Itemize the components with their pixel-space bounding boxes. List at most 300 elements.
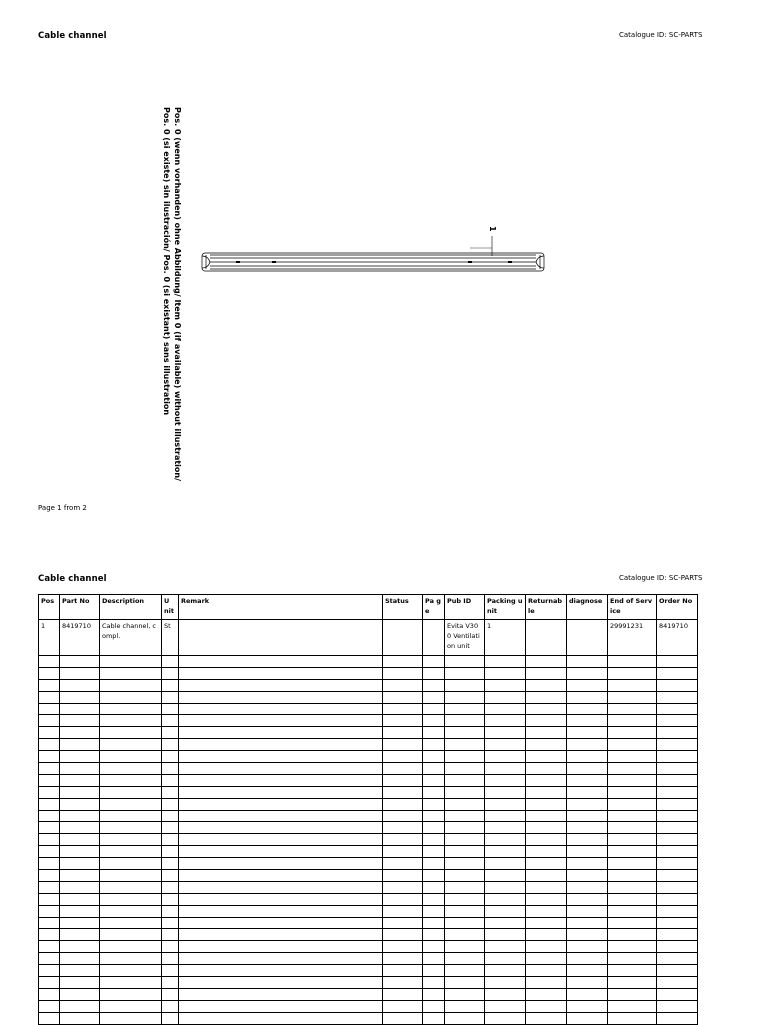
table-cell-empty (657, 905, 698, 917)
table-cell-empty (445, 965, 485, 977)
table-row-empty (39, 679, 698, 691)
cell-returnable (526, 620, 567, 656)
table-cell-empty (100, 703, 162, 715)
table-cell-empty (60, 715, 100, 727)
table-cell-empty (162, 917, 179, 929)
table-cell-empty (162, 786, 179, 798)
table-row-empty (39, 953, 698, 965)
table-cell-empty (39, 822, 60, 834)
table-cell-empty (100, 965, 162, 977)
table-row-empty (39, 703, 698, 715)
table-cell-empty (608, 703, 657, 715)
table-cell-empty (657, 929, 698, 941)
table-row-empty (39, 846, 698, 858)
table-cell-empty (485, 810, 526, 822)
table-cell-empty (445, 893, 485, 905)
table-cell-empty (526, 763, 567, 775)
table-row-empty (39, 810, 698, 822)
table-cell-empty (162, 893, 179, 905)
table-cell-empty (100, 834, 162, 846)
table-cell-empty (567, 763, 608, 775)
table-cell-empty (485, 893, 526, 905)
table-cell-empty (445, 715, 485, 727)
table-cell-empty (423, 763, 445, 775)
table-cell-empty (657, 965, 698, 977)
table-row-empty (39, 1012, 698, 1024)
table-cell-empty (39, 703, 60, 715)
table-cell-empty (526, 810, 567, 822)
table-cell-empty (162, 965, 179, 977)
table-cell-empty (423, 751, 445, 763)
table-cell-empty (179, 893, 383, 905)
table-cell-empty (567, 810, 608, 822)
table-row-empty (39, 798, 698, 810)
cell-packing-unit: 1 (485, 620, 526, 656)
table-cell-empty (39, 774, 60, 786)
table-cell-empty (39, 941, 60, 953)
table-cell-empty (60, 858, 100, 870)
table-cell-empty (423, 870, 445, 882)
table-cell-empty (608, 846, 657, 858)
table-row-empty (39, 870, 698, 882)
table-cell-empty (485, 1012, 526, 1024)
table-cell-empty (179, 953, 383, 965)
table-cell-empty (60, 953, 100, 965)
table-cell-empty (100, 810, 162, 822)
table-cell-empty (657, 739, 698, 751)
table-cell-empty (100, 953, 162, 965)
cell-status (383, 620, 423, 656)
table-cell-empty (60, 786, 100, 798)
table-cell-empty (162, 774, 179, 786)
table-cell-empty (162, 858, 179, 870)
table-cell-empty (39, 786, 60, 798)
cell-order-no: 8419710 (657, 620, 698, 656)
table-cell-empty (423, 739, 445, 751)
table-cell-empty (526, 929, 567, 941)
col-header-part-no: Part No (60, 595, 100, 620)
table-cell-empty (39, 858, 60, 870)
table-cell-empty (383, 1000, 423, 1012)
table-cell-empty (100, 798, 162, 810)
cell-unit: St (162, 620, 179, 656)
table-cell-empty (567, 739, 608, 751)
table-cell-empty (179, 858, 383, 870)
table-cell-empty (60, 763, 100, 775)
table-cell-empty (162, 1000, 179, 1012)
table-row-empty (39, 834, 698, 846)
table-cell-empty (485, 846, 526, 858)
table-cell-empty (179, 691, 383, 703)
table-cell-empty (383, 917, 423, 929)
table-cell-empty (423, 691, 445, 703)
table-cell-empty (162, 822, 179, 834)
table-cell-empty (567, 691, 608, 703)
table-cell-empty (567, 917, 608, 929)
table-cell-empty (657, 715, 698, 727)
table-cell-empty (100, 656, 162, 668)
table-cell-empty (179, 703, 383, 715)
table-row-empty (39, 893, 698, 905)
table-cell-empty (383, 751, 423, 763)
table-cell-empty (526, 691, 567, 703)
table-cell-empty (608, 774, 657, 786)
table-cell-empty (383, 667, 423, 679)
table-cell-empty (608, 893, 657, 905)
table-cell-empty (608, 715, 657, 727)
table-cell-empty (383, 941, 423, 953)
table-cell-empty (608, 834, 657, 846)
table-cell-empty (60, 834, 100, 846)
table-cell-empty (657, 893, 698, 905)
table-cell-empty (179, 1000, 383, 1012)
table-cell-empty (608, 917, 657, 929)
table-cell-empty (485, 679, 526, 691)
table-cell-empty (100, 763, 162, 775)
cell-remark (179, 620, 383, 656)
table-cell-empty (445, 656, 485, 668)
parts-table (38, 594, 698, 1025)
table-cell-empty (100, 870, 162, 882)
table-cell-empty (567, 893, 608, 905)
col-header-unit: U nit (162, 595, 179, 620)
table-cell-empty (567, 905, 608, 917)
table-cell-empty (60, 1000, 100, 1012)
table-cell-empty (162, 691, 179, 703)
table-cell-empty (100, 988, 162, 1000)
table-cell-empty (657, 656, 698, 668)
table-cell-empty (485, 988, 526, 1000)
table-cell-empty (39, 727, 60, 739)
table-cell-empty (423, 679, 445, 691)
cell-end-of-service: 29991231 (608, 620, 657, 656)
cell-description: Cable channel, compl. (100, 620, 162, 656)
table-cell-empty (485, 763, 526, 775)
table-cell-empty (657, 691, 698, 703)
table-row-empty (39, 858, 698, 870)
table-cell-empty (100, 858, 162, 870)
table-cell-empty (179, 763, 383, 775)
table-cell-empty (526, 751, 567, 763)
page-number: Page 1 from 2 (38, 504, 87, 512)
table-cell-empty (423, 905, 445, 917)
table-cell-empty (179, 917, 383, 929)
table-row-empty (39, 751, 698, 763)
table-cell-empty (162, 679, 179, 691)
table-row-empty (39, 656, 698, 668)
table-cell-empty (526, 834, 567, 846)
table-cell-empty (100, 691, 162, 703)
table-cell-empty (100, 1012, 162, 1024)
illustration-note (139, 107, 182, 482)
table-cell-empty (445, 739, 485, 751)
table-cell-empty (179, 988, 383, 1000)
table-cell-empty (608, 905, 657, 917)
table-cell-empty (162, 798, 179, 810)
table-cell-empty (423, 822, 445, 834)
table-cell-empty (485, 739, 526, 751)
table-cell-empty (526, 786, 567, 798)
table-cell-empty (179, 822, 383, 834)
table-cell-empty (162, 988, 179, 1000)
table-cell-empty (608, 798, 657, 810)
table-cell-empty (60, 667, 100, 679)
table-cell-empty (423, 893, 445, 905)
table-cell-empty (423, 1000, 445, 1012)
table-cell-empty (485, 905, 526, 917)
table-cell-empty (485, 953, 526, 965)
table-cell-empty (657, 774, 698, 786)
table-cell-empty (657, 846, 698, 858)
table-cell-empty (162, 846, 179, 858)
table-row-empty (39, 822, 698, 834)
table-cell-empty (567, 881, 608, 893)
table-cell-empty (60, 977, 100, 989)
table-cell-empty (608, 1012, 657, 1024)
table-cell-empty (383, 893, 423, 905)
table-cell-empty (100, 893, 162, 905)
table-cell-empty (162, 751, 179, 763)
table-cell-empty (423, 786, 445, 798)
table-cell-empty (485, 834, 526, 846)
table-cell-empty (60, 727, 100, 739)
table-cell-empty (657, 786, 698, 798)
table-cell-empty (39, 881, 60, 893)
table-cell-empty (608, 727, 657, 739)
table-cell-empty (423, 977, 445, 989)
col-header-packing-unit: Packing unit (485, 595, 526, 620)
table-cell-empty (162, 763, 179, 775)
table-cell-empty (485, 727, 526, 739)
table-cell-empty (100, 917, 162, 929)
table-cell-empty (39, 679, 60, 691)
table-cell-empty (485, 965, 526, 977)
table-cell-empty (608, 763, 657, 775)
table-cell-empty (485, 715, 526, 727)
table-cell-empty (608, 988, 657, 1000)
table-cell-empty (657, 703, 698, 715)
table-cell-empty (423, 929, 445, 941)
table-cell-empty (526, 822, 567, 834)
table-cell-empty (179, 739, 383, 751)
table-cell-empty (162, 667, 179, 679)
table-cell-empty (383, 965, 423, 977)
table-cell-empty (162, 727, 179, 739)
table-row-empty (39, 881, 698, 893)
table-cell-empty (179, 1012, 383, 1024)
table-cell-empty (60, 798, 100, 810)
table-cell-empty (485, 667, 526, 679)
table-cell-empty (162, 870, 179, 882)
table-cell-empty (423, 917, 445, 929)
table-cell-empty (39, 929, 60, 941)
table-row-empty (39, 763, 698, 775)
table-cell-empty (383, 798, 423, 810)
table-cell-empty (100, 715, 162, 727)
table-cell-empty (445, 858, 485, 870)
table-cell-empty (657, 917, 698, 929)
table-cell-empty (100, 774, 162, 786)
table-cell-empty (526, 881, 567, 893)
table-cell-empty (60, 656, 100, 668)
table-cell-empty (60, 988, 100, 1000)
table-cell-empty (383, 846, 423, 858)
table-cell-empty (445, 667, 485, 679)
table-cell-empty (383, 774, 423, 786)
table-cell-empty (423, 953, 445, 965)
table-cell-empty (39, 917, 60, 929)
table-cell-empty (526, 727, 567, 739)
table-cell-empty (383, 703, 423, 715)
table-cell-empty (445, 763, 485, 775)
table-cell-empty (567, 656, 608, 668)
table-cell-empty (162, 953, 179, 965)
table-cell-empty (657, 953, 698, 965)
table-cell-empty (179, 667, 383, 679)
table-cell-empty (445, 953, 485, 965)
col-header-end-of-service: End of Service (608, 595, 657, 620)
table-cell-empty (39, 751, 60, 763)
table-cell-empty (179, 786, 383, 798)
table-cell-empty (60, 846, 100, 858)
table-cell-empty (162, 810, 179, 822)
table-cell-empty (567, 715, 608, 727)
table-cell-empty (39, 905, 60, 917)
table-cell-empty (383, 977, 423, 989)
table-cell-empty (60, 703, 100, 715)
table-cell-empty (445, 703, 485, 715)
table-cell-empty (179, 751, 383, 763)
table-cell-empty (526, 846, 567, 858)
table-cell-empty (100, 822, 162, 834)
table-cell-empty (162, 977, 179, 989)
page-title: Cable channel (38, 574, 107, 584)
table-cell-empty (445, 905, 485, 917)
table-cell-empty (39, 834, 60, 846)
table-cell-empty (567, 846, 608, 858)
table-cell-empty (567, 679, 608, 691)
cell-pub-id: Evita V300 Ventilation unit (445, 620, 485, 656)
table-cell-empty (423, 1012, 445, 1024)
table-cell-empty (485, 977, 526, 989)
table-cell-empty (179, 810, 383, 822)
table-cell-empty (526, 905, 567, 917)
table-cell-empty (423, 774, 445, 786)
table-cell-empty (657, 822, 698, 834)
table-cell-empty (445, 881, 485, 893)
table-cell-empty (445, 929, 485, 941)
table-cell-empty (445, 941, 485, 953)
table-cell-empty (526, 917, 567, 929)
table-cell-empty (608, 953, 657, 965)
table-cell-empty (526, 715, 567, 727)
table-cell-empty (100, 679, 162, 691)
table-cell-empty (423, 988, 445, 1000)
table-cell-empty (383, 953, 423, 965)
table-cell-empty (657, 870, 698, 882)
table-cell-empty (657, 1012, 698, 1024)
table-cell-empty (608, 822, 657, 834)
table-cell-empty (567, 1000, 608, 1012)
table-cell-empty (60, 941, 100, 953)
table-cell-empty (60, 1012, 100, 1024)
table-row-empty (39, 774, 698, 786)
table-cell-empty (657, 834, 698, 846)
table-cell-empty (423, 965, 445, 977)
table-cell-empty (100, 905, 162, 917)
table-cell-empty (179, 870, 383, 882)
table-cell-empty (608, 870, 657, 882)
table-cell-empty (162, 881, 179, 893)
table-cell-empty (657, 941, 698, 953)
table-cell-empty (100, 1000, 162, 1012)
table-cell-empty (100, 751, 162, 763)
table-cell-empty (567, 774, 608, 786)
table-cell-empty (162, 703, 179, 715)
col-header-remark: Remark (179, 595, 383, 620)
table-cell-empty (485, 941, 526, 953)
table-cell-empty (383, 739, 423, 751)
table-cell-empty (179, 656, 383, 668)
table-cell-empty (39, 846, 60, 858)
table-cell-empty (383, 881, 423, 893)
table-cell-empty (657, 858, 698, 870)
table-cell-empty (179, 679, 383, 691)
table-cell-empty (423, 846, 445, 858)
table-cell-empty (657, 798, 698, 810)
table-cell-empty (100, 667, 162, 679)
table-cell-empty (423, 727, 445, 739)
table-cell-empty (526, 893, 567, 905)
table-header-row (39, 595, 698, 620)
table-row-empty (39, 917, 698, 929)
table-cell-empty (567, 929, 608, 941)
table-cell-empty (608, 858, 657, 870)
table-cell-empty (60, 751, 100, 763)
table-cell-empty (423, 941, 445, 953)
table-cell-empty (526, 679, 567, 691)
table-cell-empty (445, 988, 485, 1000)
table-cell-empty (60, 893, 100, 905)
col-header-order-no: Order No (657, 595, 698, 620)
callout-label: 1 (488, 226, 497, 232)
table-cell-empty (526, 667, 567, 679)
table-cell-empty (445, 822, 485, 834)
table-cell-empty (526, 870, 567, 882)
table-cell-empty (100, 727, 162, 739)
table-cell-empty (608, 1000, 657, 1012)
channel-body (202, 253, 544, 271)
table-cell-empty (485, 929, 526, 941)
table-cell-empty (567, 798, 608, 810)
table-cell-empty (445, 1000, 485, 1012)
table-cell-empty (485, 798, 526, 810)
table-cell-empty (39, 953, 60, 965)
table-cell-empty (423, 667, 445, 679)
table-cell-empty (445, 917, 485, 929)
table-cell-empty (100, 786, 162, 798)
table-cell-empty (526, 965, 567, 977)
callout-1 (470, 226, 497, 256)
table-row-empty (39, 941, 698, 953)
table-row-empty (39, 965, 698, 977)
table-cell-empty (60, 905, 100, 917)
table-cell-empty (485, 881, 526, 893)
table-cell-empty (657, 679, 698, 691)
table-cell-empty (39, 715, 60, 727)
table-cell-empty (485, 917, 526, 929)
table-cell-empty (162, 1012, 179, 1024)
